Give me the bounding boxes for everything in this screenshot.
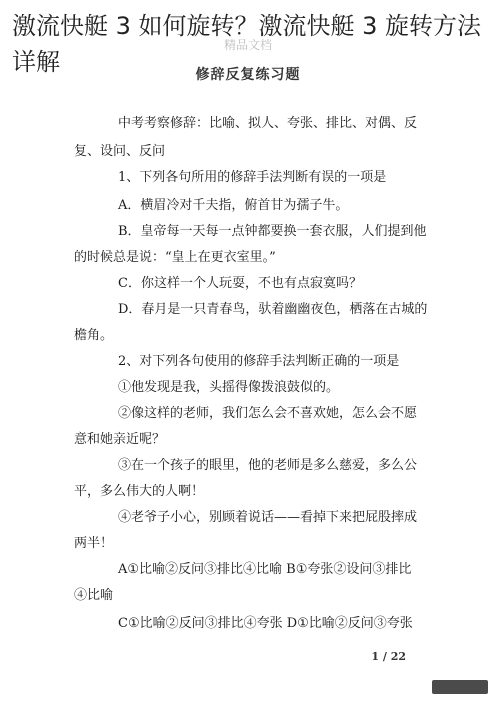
answer-choice-line: A①比喻②反问③排比④比喻 B①夸张②设问③排比 bbox=[118, 562, 412, 577]
page-title: 激流快艇 3 如何旋转？激流快艇 3 旋转方法详解 bbox=[12, 12, 482, 76]
option-line: A．横眉冷对千夫指，俯首甘为孺子牛。 bbox=[118, 198, 349, 213]
option-line: C．你这样一个人玩耍，不也有点寂寞吗？ bbox=[118, 276, 362, 291]
text-line: 意和她亲近呢？ bbox=[74, 432, 166, 447]
answer-choice-line: C①比喻②反问③排比④夸张 D①比喻②反问③夸张 bbox=[118, 616, 413, 631]
question-heading: 1、下列各句所用的修辞手法判断有误的一项是 bbox=[118, 170, 387, 185]
page-number: 1 / 22 bbox=[371, 650, 406, 663]
site-logo-icon bbox=[432, 680, 488, 694]
text-line: ④比喻 bbox=[74, 588, 114, 603]
option-line: ②像这样的老师，我们怎么会不喜欢她，怎么会不愿 bbox=[118, 406, 418, 421]
option-line: D．春月是一只青春鸟，驮着幽幽夜色，栖落在古城的 bbox=[118, 302, 428, 317]
option-line: ④老爷子小心，别顾着说话——看掉下来把屁股摔成 bbox=[118, 510, 418, 525]
text-line: 中考考察修辞：比喻、拟人、夸张、排比、对偶、反 bbox=[118, 116, 418, 131]
text-line: 的时候总是说：“皇上在更衣室里。” bbox=[74, 250, 276, 265]
text-line: 檐角。 bbox=[74, 328, 114, 343]
option-line: B．皇帝每一天每一点钟都要换一套衣服，人们提到他 bbox=[118, 224, 427, 239]
option-line: ①他发现是我，头摇得像拨浪鼓似的。 bbox=[118, 380, 340, 395]
watermark: 精品文档 bbox=[223, 38, 272, 52]
text-line: 复、设问、反问 bbox=[74, 144, 166, 159]
text-line: 平，多么伟大的人啊！ bbox=[74, 484, 205, 499]
document-title: 修辞反复练习题 bbox=[195, 67, 301, 83]
option-line: ③在一个孩子的眼里，他的老师是多么慈爱，多么公 bbox=[118, 458, 418, 473]
question-heading: 2、对下列各句使用的修辞手法判断正确的一项是 bbox=[118, 354, 400, 369]
text-line: 两半！ bbox=[74, 536, 114, 551]
